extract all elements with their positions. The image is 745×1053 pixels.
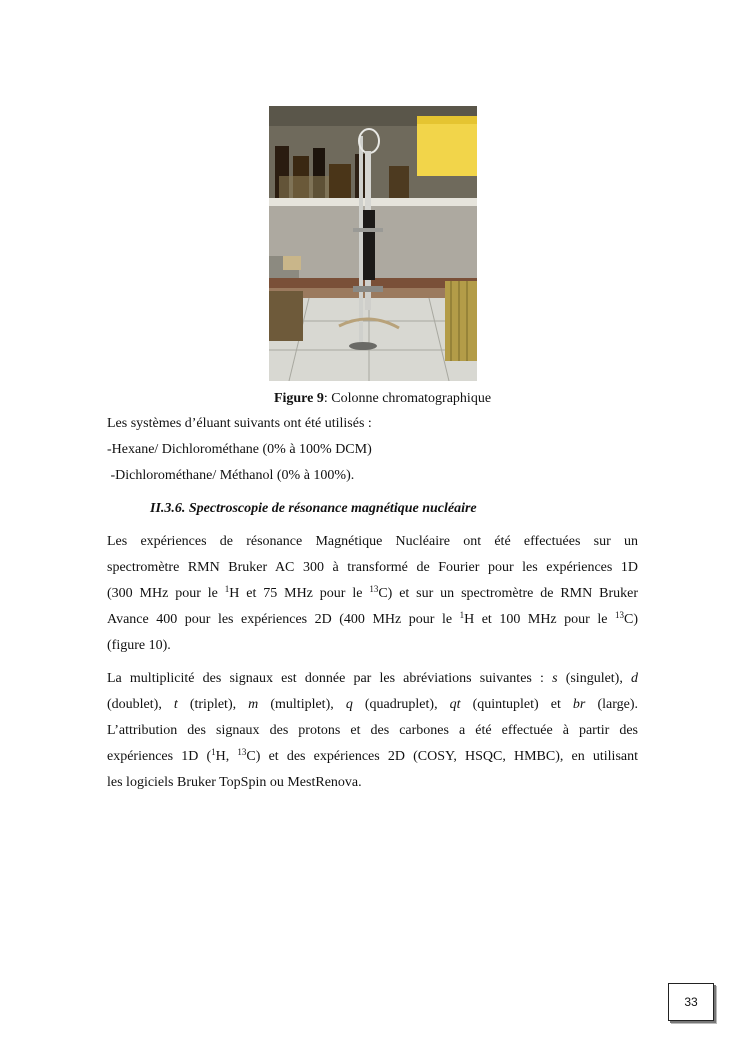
- para1-line-2: spectromètre RMN Bruker AC 300 à transformé de Fourier pour les expériences 1D: [107, 560, 638, 575]
- multiplicity-paragraph: [107, 666, 638, 796]
- eluent-system-1: -Hexane/ Dichlorométhane (0% à 100% DCM): [107, 442, 372, 457]
- page-number: 33: [668, 983, 714, 1021]
- para1-line-1: Les expériences de résonance Magnétique Nucléaire ont été effectuées sur un: [107, 534, 638, 549]
- eluent-intro: Les systèmes d’éluant suivants ont été utilisés :: [107, 416, 372, 431]
- para1-line-5: (figure 10).: [107, 638, 171, 653]
- figure-label: Figure 9: [273, 391, 324, 406]
- para2-line-1: La multiplicité des signaux est donnée par les abréviations suivantes : s (singulet), d: [107, 671, 638, 686]
- figure-caption-text: : Colonne chromatographique: [323, 391, 492, 406]
- figure-caption: [0, 390, 745, 408]
- para2-line-2: (doublet), t (triplet), m (multiplet), q (quadruplet), qt (quintuplet) et br (large).: [107, 697, 638, 712]
- para2-line-5: les logiciels Bruker TopSpin ou MestRenova.: [107, 775, 362, 790]
- para1-line-4: Avance 400 pour les expériences 2D (400 MHz pour le $^1$H et 100 MHz pour le $^{13}$C): [107, 610, 638, 627]
- chromatography-column-photo: [269, 106, 477, 381]
- eluent-system-2: -Dichlorométhane/ Méthanol (0% à 100%).: [107, 468, 355, 483]
- para1-line-3: (300 MHz pour le $^1$H et 75 MHz pour le $^{13}$C) et sur un spectromètre de RMN Bruker: [107, 584, 638, 601]
- section-heading: II.3.6. Spectroscopie de résonance magnétique nucléaire: [150, 501, 477, 516]
- para2-line-4: expériences 1D ($^1$H, $^{13}$C) et des expériences 2D (COSY, HSQC, HMBC), en utilisant: [107, 747, 638, 764]
- nmr-paragraph: [107, 529, 638, 659]
- para2-line-3: L’attribution des signaux des protons et des carbones a été effectuée à partir des: [107, 723, 638, 738]
